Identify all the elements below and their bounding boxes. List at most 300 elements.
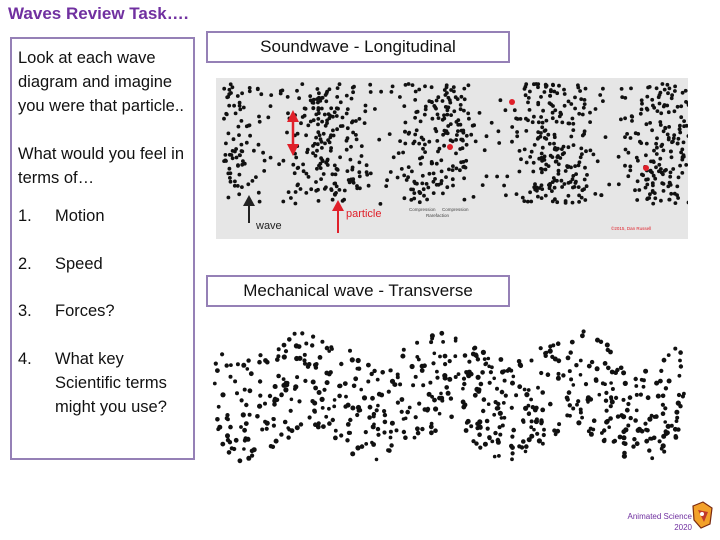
particle-dot [258, 200, 262, 204]
particle-dot [273, 397, 278, 402]
particle-dot [541, 146, 545, 150]
particle-dot [456, 118, 460, 122]
particle-dot [483, 442, 488, 447]
particle-dot [296, 132, 300, 136]
particle-dot [236, 164, 240, 168]
particle-dot [375, 408, 379, 412]
particle-dot [402, 430, 406, 434]
particle-dot [332, 405, 336, 409]
particle-dot [576, 86, 580, 90]
particle-dot [592, 418, 597, 423]
particle-dot [548, 94, 552, 98]
particle-dot [611, 387, 615, 391]
particle-dot [284, 349, 288, 353]
particle-dot [433, 352, 437, 356]
particle-dot [335, 95, 339, 99]
particle-dot [295, 375, 299, 379]
particle-dot [389, 443, 393, 447]
particle-dot [313, 410, 317, 414]
particle-dot [636, 179, 640, 183]
particle-dot [523, 148, 527, 152]
particle-dot [653, 191, 657, 195]
particle-dot [249, 371, 254, 376]
particle-dot [262, 169, 266, 173]
particle-dot [620, 87, 624, 91]
particle-dot [485, 174, 489, 178]
particle-dot [661, 394, 666, 399]
particle-dot [368, 83, 372, 87]
particle-dot [606, 366, 611, 371]
particle-dot [309, 187, 313, 191]
particle-dot [416, 431, 421, 436]
particle-dot [601, 99, 605, 103]
particle-dot [358, 117, 362, 121]
particle-dot [669, 171, 673, 175]
particle-dot [630, 114, 634, 118]
particle-dot [496, 402, 500, 406]
particle-dot [213, 382, 217, 386]
particle-dot [479, 382, 484, 387]
particle-dot [410, 364, 415, 369]
particle-dot [551, 155, 555, 159]
particle-dot [665, 430, 670, 435]
particle-dot [454, 95, 458, 99]
particle-dot [345, 438, 349, 442]
particle-dot [459, 123, 463, 127]
particle-dot [629, 136, 633, 140]
particle-dot [231, 85, 235, 89]
particle-dot [544, 354, 548, 358]
particle-dot [317, 164, 321, 168]
particle-dot [504, 394, 508, 398]
particle-dot [246, 182, 250, 186]
particle-dot [328, 141, 332, 145]
particle-dot [619, 118, 623, 122]
particle-dot [233, 379, 237, 383]
particle-dot [247, 124, 251, 128]
particle-dot [421, 383, 425, 387]
particle-dot [411, 383, 415, 387]
particle-dot [461, 129, 465, 133]
particle-dot [497, 141, 501, 145]
particle-dot [362, 395, 367, 400]
particle-dot [446, 391, 451, 396]
particle-dot [483, 357, 487, 361]
particle-dot [382, 430, 386, 434]
particle-dot [303, 379, 307, 383]
particle-dot [350, 168, 354, 172]
particle-dot [343, 189, 347, 193]
particle-dot [327, 407, 331, 411]
particle-dot [371, 442, 376, 447]
particle-dot [668, 181, 672, 185]
particle-dot [515, 134, 519, 138]
particle-dot [227, 92, 231, 96]
particle-dot [574, 363, 578, 367]
particle-dot [272, 402, 277, 407]
particle-dot [679, 115, 683, 119]
particle-dot [571, 117, 575, 121]
particle-dot [667, 353, 671, 357]
particle-dot [329, 345, 333, 349]
particle-dot [369, 172, 373, 176]
particle-dot [375, 458, 379, 462]
particle-dot [630, 119, 634, 123]
particle-dot [534, 419, 539, 424]
particle-dot [464, 159, 468, 163]
particle-dot [290, 428, 295, 433]
particle-dot [417, 88, 421, 92]
particle-dot [512, 375, 516, 379]
particle-dot [240, 119, 244, 123]
particle-dot [590, 360, 594, 364]
particle-dot [605, 409, 609, 413]
particle-dot [633, 418, 638, 423]
particle-dot [497, 454, 501, 458]
particle-dot [543, 90, 547, 94]
particle-dot [303, 362, 307, 366]
particle-dot [595, 338, 600, 343]
particle-dot [493, 431, 497, 435]
particle-dot [555, 200, 559, 204]
particle-dot [645, 183, 649, 187]
particle-dot [552, 142, 556, 146]
particle-dot [372, 423, 376, 427]
particle-dot [446, 131, 450, 135]
particle-dot [407, 82, 411, 86]
particle-dot [664, 386, 668, 390]
particle-dot [339, 362, 343, 366]
particle-dot [579, 155, 583, 159]
particle-dot [329, 146, 333, 150]
particle-dot [256, 87, 260, 91]
particle-dot [258, 379, 262, 383]
particle-dot [516, 117, 520, 121]
particle-dot [648, 121, 652, 125]
particle-dot [536, 103, 540, 107]
particle-dot [667, 110, 671, 114]
particle-dot [429, 430, 434, 435]
particle-dot [385, 178, 389, 182]
particle-dot [333, 398, 337, 402]
particle-dot [331, 198, 335, 202]
particle-dot [560, 121, 564, 125]
particle-dot [542, 428, 546, 432]
wave-label: wave [256, 220, 282, 232]
particle-dot [658, 157, 662, 161]
particle-dot [584, 149, 588, 153]
particle-dot [345, 94, 349, 98]
particle-dot [591, 428, 595, 432]
particle-dot [629, 87, 633, 91]
particle-dot [548, 344, 552, 348]
particle-dot [237, 192, 241, 196]
particle-dot [365, 163, 369, 167]
particle-dot [657, 169, 661, 173]
particle-dot [456, 129, 460, 133]
particle-dot [435, 99, 439, 103]
particle-dot [540, 168, 544, 172]
particle-dot [607, 425, 611, 429]
particle-dot [240, 91, 244, 95]
particle-dot [503, 379, 507, 383]
particle-dot [528, 108, 532, 112]
particle-dot [224, 153, 228, 157]
particle-dot [320, 120, 324, 124]
particle-dot [495, 406, 500, 411]
particle-dot [311, 335, 315, 339]
particle-dot [650, 456, 654, 460]
particle-dot [551, 116, 555, 120]
particle-dot [462, 377, 466, 381]
particle-dot [257, 360, 262, 365]
particle-dot [331, 418, 335, 422]
particle-dot [277, 347, 281, 351]
particle-dot [220, 392, 225, 397]
particle-dot [480, 370, 485, 375]
particle-dot [496, 438, 501, 443]
particle-dot [601, 87, 605, 91]
particle-dot [645, 95, 649, 99]
particle-dot [524, 450, 528, 454]
particle-dot [435, 139, 439, 143]
particle-dot [369, 90, 373, 94]
particle-dot [349, 158, 353, 162]
particle-dot [222, 117, 226, 121]
particle-dot [580, 196, 584, 200]
particle-dot [634, 131, 638, 135]
particle-dot [582, 106, 586, 110]
arrow-down-icon [287, 144, 299, 156]
particle-dot [541, 109, 545, 113]
particle-dot [272, 417, 276, 421]
particle-dot [661, 411, 666, 416]
particle-dot [583, 102, 587, 106]
particle-dot [495, 387, 499, 391]
particle-dot [411, 83, 415, 87]
particle-dot [582, 187, 586, 191]
particle-dot [240, 163, 244, 167]
particle-dot [449, 88, 453, 92]
particle-dot [482, 397, 487, 402]
particle-dot [372, 369, 376, 373]
particle-dot [650, 128, 654, 132]
particle-dot [471, 124, 475, 128]
particle-dot [336, 86, 340, 90]
particle-dot [585, 184, 589, 188]
particle-dot [583, 198, 587, 202]
particle-dot [392, 155, 396, 159]
particle-dot [499, 98, 503, 102]
particle-dot [655, 146, 659, 150]
particle-dot [242, 447, 246, 451]
particle-dot [490, 365, 494, 369]
particle-dot [639, 112, 643, 116]
particle-dot [569, 377, 573, 381]
particle-dot [433, 428, 438, 433]
page-title: Waves Review Task…. [8, 4, 189, 23]
particle-dot [653, 196, 657, 200]
particle-dot [405, 410, 410, 415]
particle-dot [659, 123, 663, 127]
red-particle [447, 144, 453, 150]
particle-dot [617, 182, 621, 186]
particle-dot [316, 123, 320, 127]
particle-dot [623, 381, 628, 386]
particle-dot [335, 127, 339, 131]
particle-dot [592, 153, 596, 157]
particle-dot [498, 433, 502, 437]
particle-dot [652, 160, 656, 164]
particle-dot [442, 144, 446, 148]
particle-dot [505, 175, 509, 179]
particle-dot [458, 168, 462, 172]
particle-dot [273, 384, 278, 389]
particle-dot [529, 434, 534, 439]
particle-dot [248, 413, 252, 417]
particle-dot [549, 88, 553, 92]
particle-dot [287, 337, 292, 342]
particle-dot [365, 173, 369, 177]
particle-dot [243, 388, 247, 392]
particle-dot [289, 196, 293, 200]
particle-dot [404, 417, 408, 421]
particle-dot [386, 448, 390, 452]
particle-dot [246, 456, 251, 461]
particle-dot [420, 427, 424, 431]
particle-dot [228, 425, 233, 430]
particle-dot [315, 149, 319, 153]
particle-dot [316, 130, 320, 134]
particle-dot [548, 349, 553, 354]
question-list [18, 205, 187, 421]
particle-dot [535, 432, 539, 436]
particle-dot [317, 390, 322, 395]
copyright-text: ©2015, Dan Russell [611, 226, 652, 231]
particle-dot [406, 175, 410, 179]
particle-dot [439, 392, 443, 396]
particle-dot [478, 425, 482, 429]
particle-dot [229, 375, 233, 379]
particle-dot [465, 143, 469, 147]
particle-dot [539, 346, 543, 350]
particle-dot [376, 427, 380, 431]
particle-dot [623, 116, 627, 120]
particle-dot [640, 378, 644, 382]
particle-dot [651, 202, 655, 206]
particle-dot [244, 403, 248, 407]
particle-dot [462, 87, 466, 91]
particle-dot [539, 421, 543, 425]
particle-dot [421, 147, 425, 151]
particle-dot [588, 111, 592, 115]
particle-dot [300, 82, 304, 86]
particle-dot [666, 133, 670, 137]
particle-dot [453, 354, 457, 358]
particle-dot [447, 96, 451, 100]
particle-dot [663, 88, 667, 92]
particle-dot [528, 155, 532, 159]
particle-dot [346, 169, 350, 173]
particle-dot [681, 91, 685, 95]
particle-dot [430, 85, 434, 89]
particle-dot [636, 159, 640, 163]
particle-dot [682, 119, 686, 123]
wave-arrow-icon [243, 195, 255, 206]
particle-dot [228, 88, 232, 92]
particle-dot [551, 83, 555, 87]
particle-dot [225, 113, 229, 117]
particle-dot [587, 364, 592, 369]
particle-dot [431, 361, 435, 365]
particle-dot [557, 172, 561, 176]
particle-dot [449, 113, 453, 117]
particle-dot [623, 96, 627, 100]
particle-dot [556, 358, 561, 363]
particle-dot [274, 439, 279, 444]
particle-dot [524, 93, 528, 97]
particle-dot [577, 185, 581, 189]
particle-dot [269, 444, 273, 448]
particle-dot [524, 82, 528, 86]
particle-dot [517, 384, 522, 389]
particle-dot [396, 401, 400, 405]
particle-dot [669, 150, 673, 154]
particle-dot [257, 143, 261, 147]
particle-dot [499, 357, 504, 362]
particle-dot [540, 187, 544, 191]
particle-dot [417, 142, 421, 146]
particle-dot [576, 399, 580, 403]
compression-label-2: Compression [442, 207, 469, 212]
particle-dot [534, 406, 539, 411]
particle-dot [364, 430, 368, 434]
particle-dot [532, 115, 536, 119]
particle-dot [401, 151, 405, 155]
particle-dot [524, 129, 528, 133]
particle-dot [390, 90, 394, 94]
particle-dot [320, 397, 325, 402]
particle-dot [254, 175, 258, 179]
particle-dot [286, 95, 290, 99]
particle-dot [443, 129, 447, 133]
particle-dot [569, 135, 573, 139]
particle-dot [351, 131, 355, 135]
particle-dot [226, 172, 230, 176]
particle-dot [553, 186, 557, 190]
particle-dot [357, 170, 361, 174]
particle-dot [445, 105, 449, 109]
intro-text: Look at each wave diagram and imagine you were that particle.. [18, 49, 184, 115]
particle-dot [339, 100, 343, 104]
particle-dot [578, 89, 582, 93]
particle-dot [464, 428, 469, 433]
particle-dot [571, 122, 575, 126]
particle-dot [226, 417, 230, 421]
particle-dot [430, 160, 434, 164]
particle-dot [618, 435, 623, 440]
particle-dot [255, 414, 260, 419]
particle-dot [567, 100, 571, 104]
particle-dot [441, 340, 445, 344]
particle-dot [344, 395, 348, 399]
particle-dot [320, 96, 324, 100]
particle-dot [341, 124, 345, 128]
particle-dot [246, 358, 250, 362]
particle-dot [283, 420, 288, 425]
particle-dot [388, 132, 392, 136]
particle-dot [490, 440, 494, 444]
